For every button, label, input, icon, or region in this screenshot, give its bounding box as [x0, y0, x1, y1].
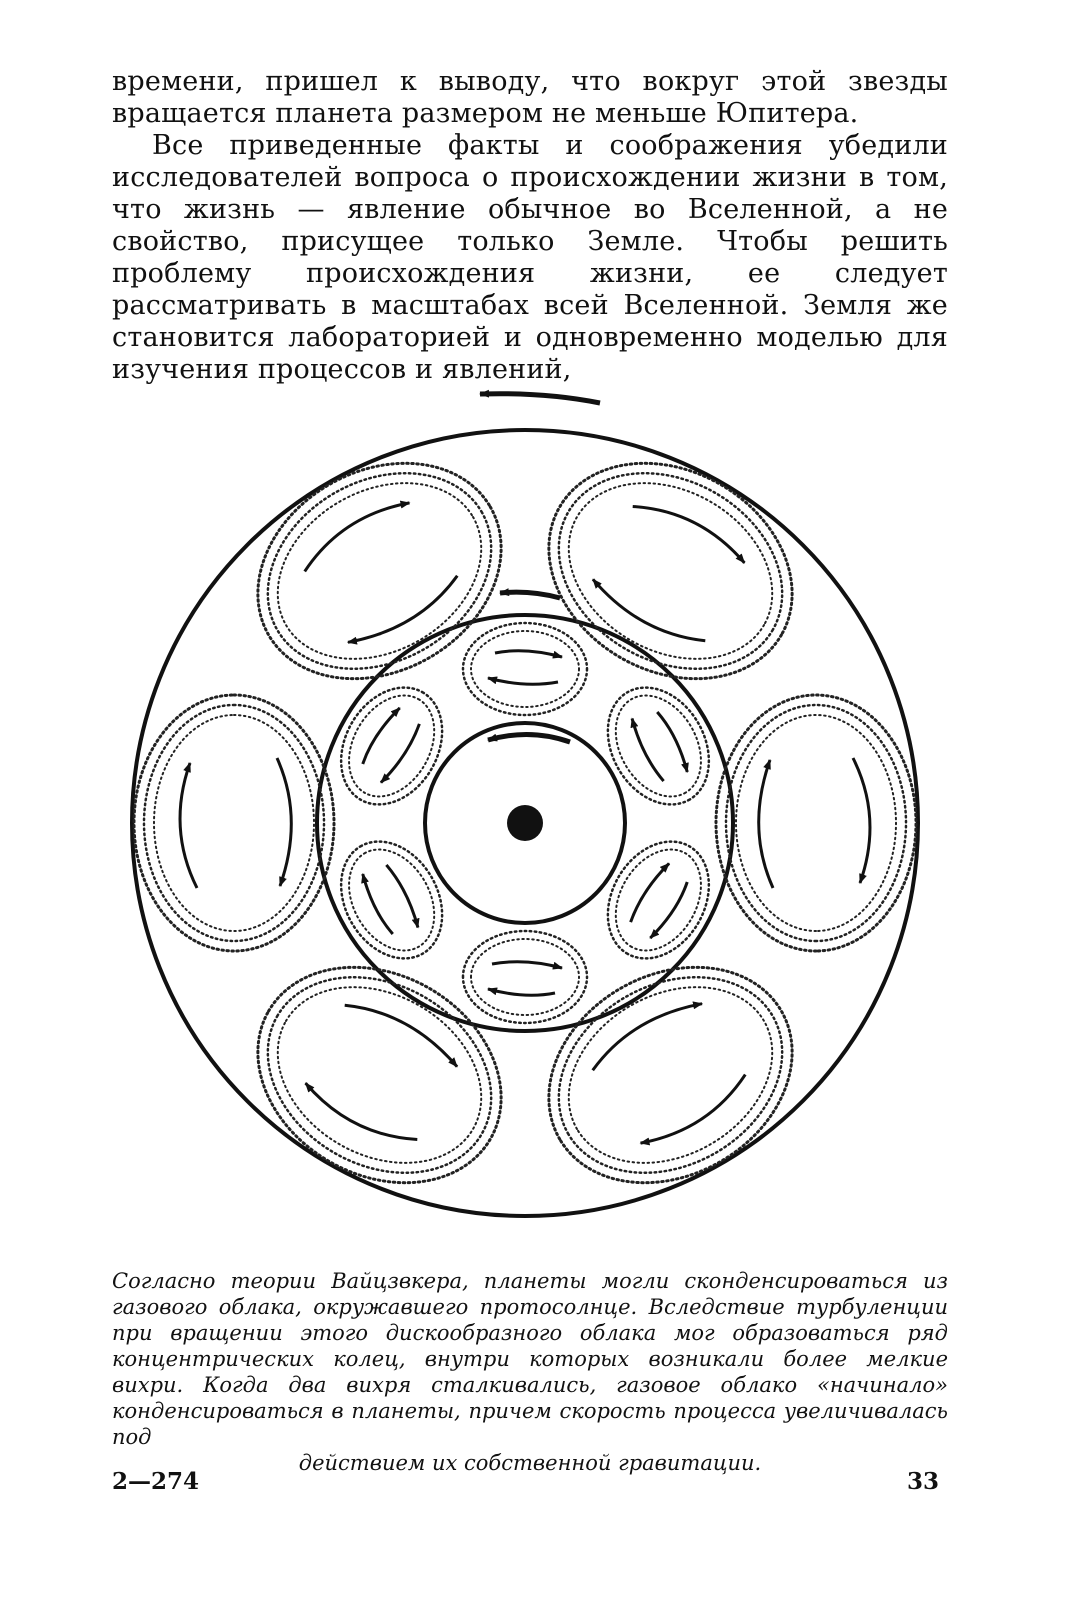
body-text [112, 66, 948, 386]
paragraph-2: Все приведенные факты и соображения убедили исследователей вопроса о происхождении жизни в том, что жизнь — явление обычное во Вселенной, а не свойство, присущее только Земле. Чтобы решить проблему происхождения жизни, ее следует рассматривать в масштабах всей Вселенной. Земля же становится лабораторией и одновременно моделью для изучения процессов и явлений, [112, 130, 948, 385]
caption-last-line: действием их собственной гравитации. [298, 1451, 762, 1475]
protosun [507, 805, 543, 841]
vortex-diagram [100, 370, 970, 1260]
rotation-arrow [480, 394, 600, 403]
figure-caption [112, 1268, 948, 1476]
caption-main: Согласно теории Вайцзвкера, планеты могли сконденсироваться из газового облака, окружавшего протосолнце. Вследствие турбуленции при вращении этого дискообразного облака мог образоваться ряд концентрических колец, внутри которых возникали более мелкие вихри. Когда два вихря сталкивались, газовое облако «начинало» конденсироваться в планеты, причем скорость процесса увеличивалась под [112, 1269, 948, 1449]
inner-ring-arrow [488, 734, 570, 742]
paragraph-1: времени, пришел к выводу, что вокруг этой звезды вращается планета размером не меньше Юпитера. [112, 66, 948, 129]
middle-ring-arrow [500, 592, 560, 598]
printer-signature: 2—274 [112, 1468, 200, 1495]
page-number: 33 [906, 1468, 939, 1495]
